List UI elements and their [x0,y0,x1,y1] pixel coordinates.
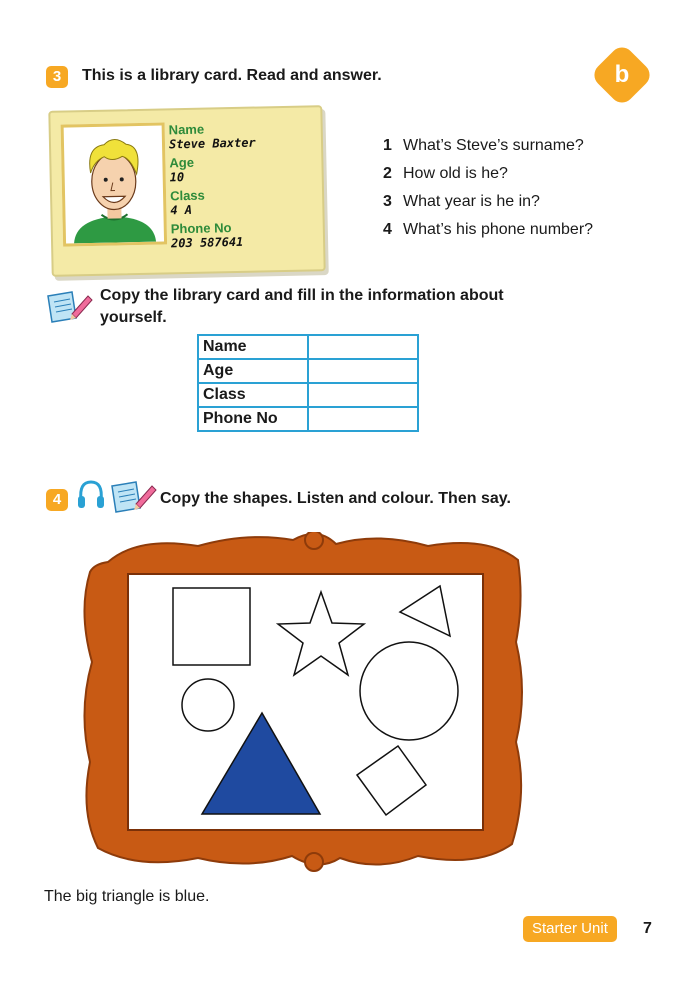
question-number: 1 [383,137,392,154]
write-icon [44,288,94,329]
exercise-4-number: 4 [46,489,68,511]
library-card [48,105,325,277]
question-text: What year is he in? [403,193,540,210]
table-row [198,383,418,407]
card-photo [61,122,168,246]
questions-list [383,132,593,244]
copy-instruction: Copy the library card and fill in the information about yourself. [100,287,504,326]
card-name-value: Steve Baxter [168,135,256,152]
question-item [383,188,593,216]
section-letter: b [614,61,630,88]
table-label: Class [198,383,308,407]
question-item [383,160,593,188]
table-answer-cell[interactable] [308,383,418,407]
table-row [198,359,418,383]
example-answer: The big triangle is blue. [44,888,210,905]
page-number: 7 [643,920,652,937]
big-circle-shape [360,642,458,740]
table-answer-cell[interactable] [308,335,418,359]
exercise-3-number: 3 [46,66,68,88]
table-label: Phone No [198,407,308,431]
card-phone-label: Phone No [170,220,232,237]
table-row [198,407,418,431]
card-class-label: Class [169,187,205,204]
shapes-frame [78,532,528,877]
question-item [383,132,593,160]
card-phone-value: 203 587641 [170,234,244,251]
square-shape [173,588,250,665]
table-answer-cell[interactable] [308,407,418,431]
table-row [198,335,418,359]
small-circle-shape [182,679,234,731]
card-class-value: 4 A [170,202,193,218]
question-number: 4 [383,221,392,238]
card-age-value: 10 [169,170,185,185]
question-text: What’s his phone number? [403,221,594,238]
headphones-icon [76,478,106,517]
write-icon [108,478,158,519]
exercise-4-title: Copy the shapes. Listen and colour. Then say. [160,490,511,507]
table-label: Name [198,335,308,359]
unit-tag: Starter Unit [523,916,617,942]
exercise-3-title: This is a library card. Read and answer. [82,67,382,84]
table-answer-cell[interactable] [308,359,418,383]
question-text: How old is he? [403,165,508,182]
question-item [383,216,593,244]
table-label: Age [198,359,308,383]
card-age-label: Age [169,154,195,171]
question-text: What’s Steve’s surname? [403,137,584,154]
card-fields [169,119,312,250]
card-name-label: Name [168,121,205,138]
info-table [197,334,419,432]
question-number: 3 [383,193,392,210]
boy-portrait-icon [64,126,164,244]
question-number: 2 [383,165,392,182]
